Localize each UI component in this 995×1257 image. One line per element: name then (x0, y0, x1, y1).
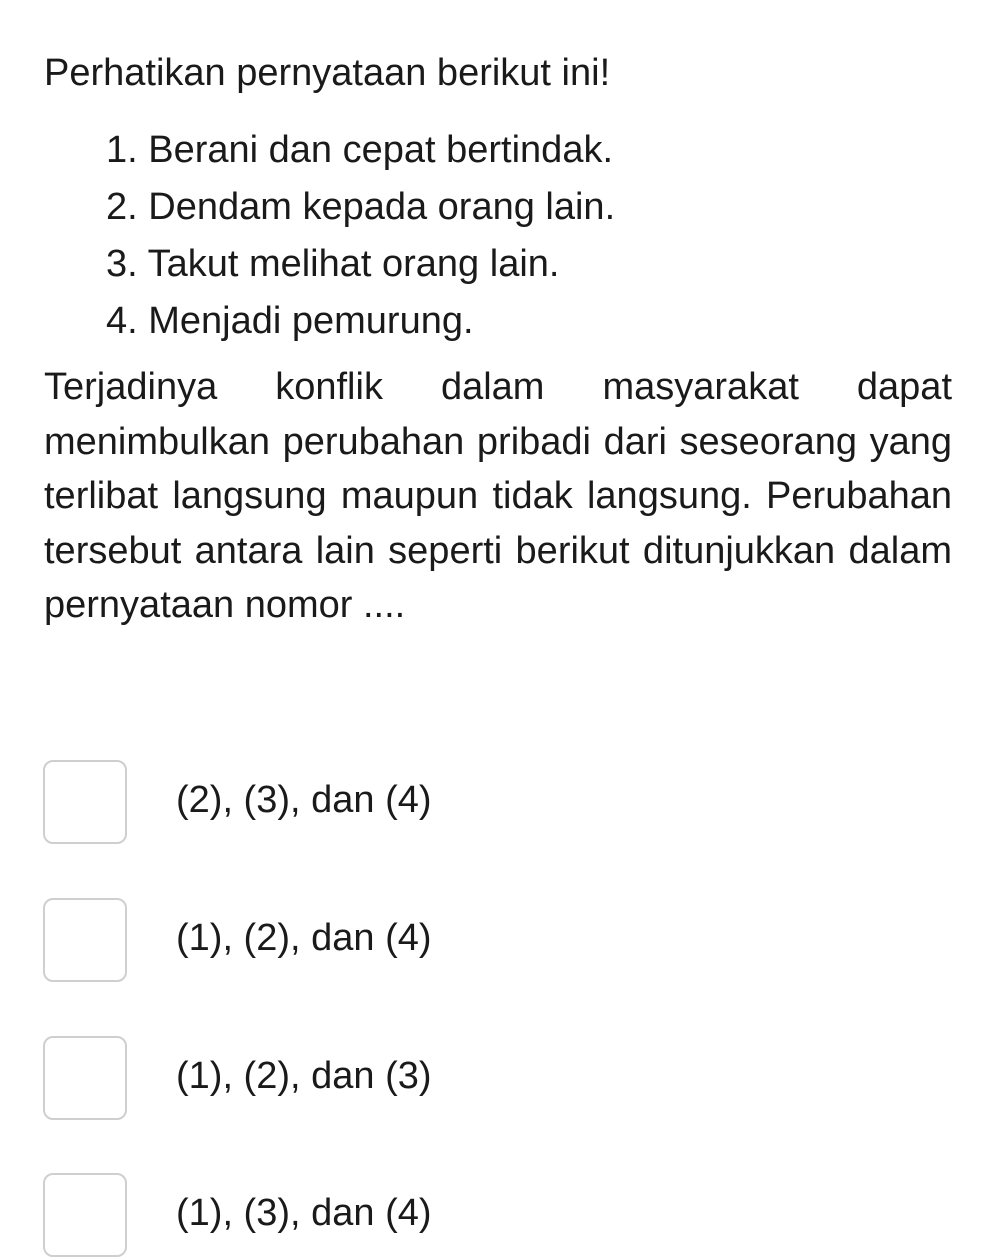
statement-item: 1. Berani dan cepat bertindak. (106, 129, 614, 171)
answer-option-label[interactable]: (1), (2), dan (4) (176, 917, 432, 959)
answer-option-2[interactable] (43, 898, 743, 982)
question-text: Terjadinya konflik dalam masyarakat dapat menimbulkan perubahan pribadi dari seseorang yang terlibat langsung maupun tidak langsung. Perubahan tersebut antara lain seperti berikut ditunjukkan dalam pernyataan nomor .... (44, 366, 952, 626)
statement-item: 3. Takut melihat orang lain. (106, 243, 560, 285)
answer-option-4[interactable] (43, 1173, 743, 1257)
answer-option-1[interactable] (43, 760, 743, 844)
answer-option-3[interactable] (43, 1036, 743, 1120)
statement-item: 4. Menjadi pemurung. (106, 300, 474, 342)
answer-option-label[interactable]: (1), (3), dan (4) (176, 1192, 432, 1234)
statement-item: 2. Dendam kepada orang lain. (106, 186, 616, 228)
answer-option-label[interactable]: (2), (3), dan (4) (176, 779, 432, 821)
statement-list (106, 122, 615, 350)
answer-checkbox[interactable] (43, 1036, 127, 1120)
answer-checkbox[interactable] (43, 760, 127, 844)
question-intro: Perhatikan pernyataan berikut ini! (44, 52, 611, 94)
answer-option-label[interactable]: (1), (2), dan (3) (176, 1055, 432, 1097)
answer-checkbox[interactable] (43, 898, 127, 982)
answer-checkbox[interactable] (43, 1173, 127, 1257)
